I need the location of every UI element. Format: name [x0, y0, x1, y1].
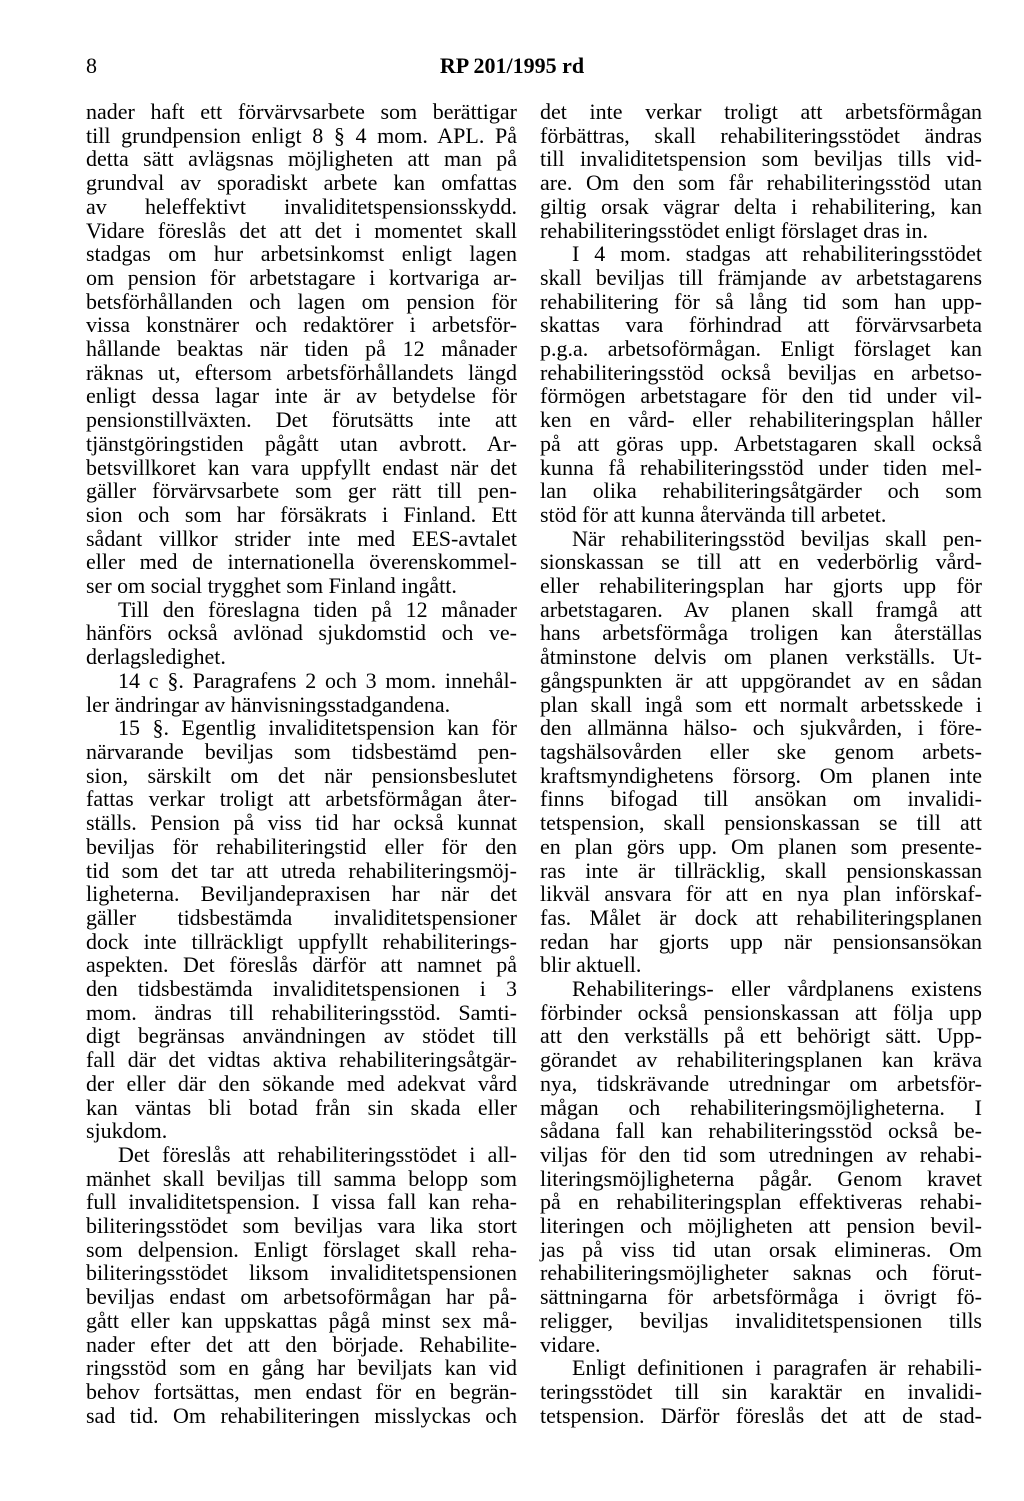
page-number: 8 [86, 53, 97, 78]
text-line: på en rehabiliteringsplan effektiveras rehabi- [540, 1189, 982, 1215]
text-line: grundval av sporadiskt arbete kan omfattas [86, 170, 517, 196]
text-line: som delpension. Enligt förslaget skall reha- [86, 1236, 517, 1262]
text-line: sion, särskilt om det när pensionsbeslutet [86, 762, 517, 788]
text-line: 15 §. Egentlig invaliditetspension kan för [118, 715, 517, 741]
text-line: ser om social trygghet som Finland ingått. [86, 573, 457, 599]
paragraph [540, 242, 982, 526]
text-line: kraftsmyndighetens försorg. Om planen inte [540, 762, 982, 788]
text-line: ken en vård- eller rehabiliteringsplan håller [540, 407, 982, 433]
text-line: förbättras, skall rehabiliteringsstödet ändras [540, 122, 982, 148]
text-line: Vidare föreslås det att det i momentet skall [86, 217, 517, 243]
text-line: gäller förvärvsarbete som ger rätt till pen- [86, 478, 517, 504]
text-line: dock inte tillräckligt uppfyllt rehabiliterings- [86, 928, 517, 954]
text-line: gått eller kan uppskattas pågå minst sex må- [86, 1307, 517, 1333]
text-line: rehabiliteringsmöjligheter saknas och förut- [540, 1260, 982, 1286]
text-line: stöd för att kunna återvända till arbetet. [540, 501, 887, 527]
text-line: om pension för arbetstagare i kortvariga ar- [86, 264, 517, 290]
text-line: Det föreslås att rehabiliteringsstödet i all- [118, 1141, 517, 1167]
text-line: lan olika rehabiliteringsåtgärder och som [540, 478, 982, 504]
text-line: förmögen arbetstagare för den tid under vil- [540, 383, 982, 409]
text-line: enligt dessa lagar inte är av betydelse för [86, 383, 517, 409]
text-line: betsförhållanden och lagen om pension för [86, 288, 517, 314]
text-line: mågan och rehabiliteringsmöjligheterna. I [540, 1094, 982, 1120]
text-line: När rehabiliteringsstöd beviljas skall pen- [572, 525, 982, 551]
text-line: det inte verkar troligt att arbetsförmågan [540, 99, 982, 124]
text-line: mänhet skall beviljas till samma belopp som [86, 1165, 517, 1191]
text-line: arbetstagaren. Av planen skall framgå att [540, 596, 982, 622]
text-line: full invaliditetspension. I vissa fall kan reha- [86, 1189, 517, 1215]
text-line: tid som det tar att utreda rehabiliteringsmöj- [86, 857, 517, 883]
text-line: Till den föreslagna tiden på 12 månader [118, 596, 517, 622]
text-line: nader haft ett förvärvsarbete som berättigar [86, 99, 517, 124]
text-line: biliteringsstödet liksom invaliditetspensionen [86, 1260, 517, 1286]
text-line: derlagsledighet. [86, 644, 226, 670]
text-line: gäller tidsbestämda invaliditetspensioner [86, 904, 517, 930]
text-line: sättningarna för arbetsförmåga i övrigt fö- [540, 1284, 982, 1310]
text-line: are. Om den som får rehabiliteringsstöd utan [540, 170, 982, 196]
text-line: rehabiliteringsstöd också beviljas en arbetso- [540, 359, 982, 385]
text-line: räknas ut, eftersom arbetsförhållandets längd [86, 359, 517, 385]
text-line: I 4 mom. stadgas att rehabiliteringsstödet [572, 241, 982, 267]
text-line: literingsmöjligheterna pågår. Genom kravet [540, 1165, 982, 1191]
text-line: tetspension, skall pensionskassan se till att [540, 810, 982, 836]
text-line: görandet av rehabiliteringsplanen kan kräva [540, 1047, 982, 1073]
text-line: ställs. Pension på viss tid har också kunnat [86, 810, 517, 836]
text-line: fattas verkar troligt att arbetsförmågan åter- [86, 786, 517, 812]
text-line: av heleffektivt invaliditetspensionsskydd. [86, 193, 517, 219]
text-line: viljas för den tid som utredningen av rehabi- [540, 1141, 982, 1167]
text-line: ligheterna. Beviljandepraxisen har när det [86, 881, 517, 907]
text-line: betsvillkoret kan vara uppfyllt endast när det [86, 454, 517, 480]
text-line: likväl ansvara för att en nya plan införskaf- [540, 881, 982, 907]
text-line: vissa konstnärer och redaktörer i arbetsför- [86, 312, 517, 338]
text-line: fas. Målet är dock att rehabiliteringsplanen [540, 904, 982, 930]
left-column [86, 100, 517, 1427]
text-line: 14 c §. Paragrafens 2 och 3 mom. innehål- [118, 667, 517, 693]
text-line: skall beviljas till främjande av arbetstagarens [540, 264, 982, 290]
paragraph [540, 977, 982, 1356]
text-line: ras inte är tillräcklig, skall pensionskassan [540, 857, 982, 883]
paragraph [86, 669, 517, 716]
text-line: giltig orsak vägrar delta i rehabilitering, kan [540, 193, 982, 219]
text-line: finns bifogad till ansökan om invalidi- [540, 786, 982, 812]
text-line: sion och som har försäkrats i Finland. Ett [86, 501, 517, 527]
text-line: detta sätt avlägsnas möjligheten att man på [86, 146, 517, 172]
text-line: sjukdom. [86, 1118, 168, 1144]
text-line: närvarande beviljas som tidsbestämd pen- [86, 738, 517, 764]
text-line: hållande beaktas när tiden på 12 månader [86, 336, 517, 362]
text-line: kunna få rehabiliteringsstöd under tiden mel- [540, 454, 982, 480]
text-line: rehabiliteringsstödet enligt förslaget dras in. [540, 217, 928, 243]
text-line: kan väntas bli botad från sin skada eller [86, 1094, 517, 1120]
text-line: eller rehabiliteringsplan har gjorts upp för [540, 573, 982, 599]
paragraph [540, 100, 982, 242]
text-line: ringsstöd som en gång har beviljats kan vid [86, 1355, 517, 1381]
text-line: plan skall ingå som ett normalt arbetsskede i [540, 691, 982, 717]
text-line: nader efter det att den började. Rehabilite- [86, 1331, 517, 1357]
paragraph [86, 716, 517, 1143]
text-line: till grundpension enligt 8 § 4 mom. APL. På [86, 122, 517, 148]
text-line: behov fortsättas, men endast för en begrän- [86, 1378, 517, 1404]
text-line: p.g.a. arbetsoförmågan. Enligt förslaget kan [540, 336, 982, 362]
text-line: beviljas endast om arbetsoförmågan har på- [86, 1284, 517, 1310]
text-line: en plan görs upp. Om planen som presente- [540, 833, 982, 859]
text-line: till invaliditetspension som beviljas tills vid- [540, 146, 982, 172]
text-line: teringsstödet till sin karaktär en invalidi- [540, 1378, 982, 1404]
text-line: skattas vara förhindrad att förvärvsarbeta [540, 312, 982, 338]
text-line: literingen och möjligheten att pension bevil- [540, 1213, 982, 1239]
text-line: aspekten. Det föreslås därför att namnet på [86, 952, 517, 978]
text-line: der eller där den sökande med adekvat vård [86, 1070, 517, 1096]
text-line: beviljas för rehabiliteringstid eller för den [86, 833, 517, 859]
text-line: Enligt definitionen i paragrafen är rehabili- [572, 1355, 982, 1381]
text-line: ler ändringar av hänvisningsstadgandena. [86, 691, 451, 717]
text-line: digt begränsas användningen av stödet till [86, 1023, 517, 1049]
paragraph [86, 1143, 517, 1427]
text-line: hans arbetsförmåga troligen kan återställas [540, 620, 982, 646]
text-line: redan har gjorts upp när pensionsansökan [540, 928, 982, 954]
text-line: gångspunkten är att uppgörandet av en sådan [540, 667, 982, 693]
right-column [540, 100, 982, 1427]
text-line: nya, tidskrävande utredningar om arbetsför- [540, 1070, 982, 1096]
text-line: rehabilitering för så lång tid som han upp- [540, 288, 982, 314]
text-line: blir aktuell. [540, 952, 642, 978]
text-line: fall där det vidtas aktiva rehabiliteringsåtgär- [86, 1047, 517, 1073]
text-line: eller med de internationella överenskommel- [86, 549, 517, 575]
text-line: sådana fall kan rehabiliteringsstöd också be- [540, 1118, 982, 1144]
text-line: sådant villkor strider inte med EES-avtalet [86, 525, 517, 551]
paragraph [86, 598, 517, 669]
text-line: sad tid. Om rehabiliteringen misslyckas och [86, 1402, 517, 1428]
text-line: tjänstgöringstiden pågått utan avbrott. Ar- [86, 430, 517, 456]
text-line: vidare. [540, 1331, 601, 1357]
text-line: hänförs också avlönad sjukdomstid och ve- [86, 620, 517, 646]
text-line: förbinder också pensionskassan att följa upp [540, 999, 982, 1025]
paragraph [540, 1356, 982, 1427]
text-line: på att göras upp. Arbetstagaren skall också [540, 430, 982, 456]
paragraph [540, 527, 982, 977]
text-line: mom. ändras till rehabiliteringsstöd. Samti- [86, 999, 517, 1025]
text-line: religger, beviljas invaliditetspensionen tills [540, 1307, 982, 1333]
text-line: den allmänna hälso- och sjukvården, i före- [540, 715, 982, 741]
running-head: RP 201/1995 rd [439, 53, 585, 78]
text-line: att den verkställs på ett behörigt sätt. Upp- [540, 1023, 982, 1049]
text-line: pensionstillväxten. Det förutsätts inte att [86, 407, 517, 433]
text-line: biliteringsstödet som beviljas vara lika stort [86, 1213, 517, 1239]
text-line: åtminstone delvis om planen verkställs. Ut- [540, 644, 982, 670]
text-line: jas på viss tid utan orsak elimineras. Om [540, 1236, 982, 1262]
text-line: stadgas om hur arbetsinkomst enligt lagen [86, 241, 517, 267]
text-line: tetspension. Därför föreslås det att de stad- [540, 1402, 982, 1428]
text-line: den tidsbestämda invaliditetspensionen i 3 [86, 976, 517, 1002]
paragraph [86, 100, 517, 598]
text-line: tagshälsovården eller ske genom arbets- [540, 738, 982, 764]
text-line: Rehabiliterings- eller vårdplanens existens [572, 976, 982, 1002]
text-line: sionskassan se till att en vederbörlig vård- [540, 549, 982, 575]
